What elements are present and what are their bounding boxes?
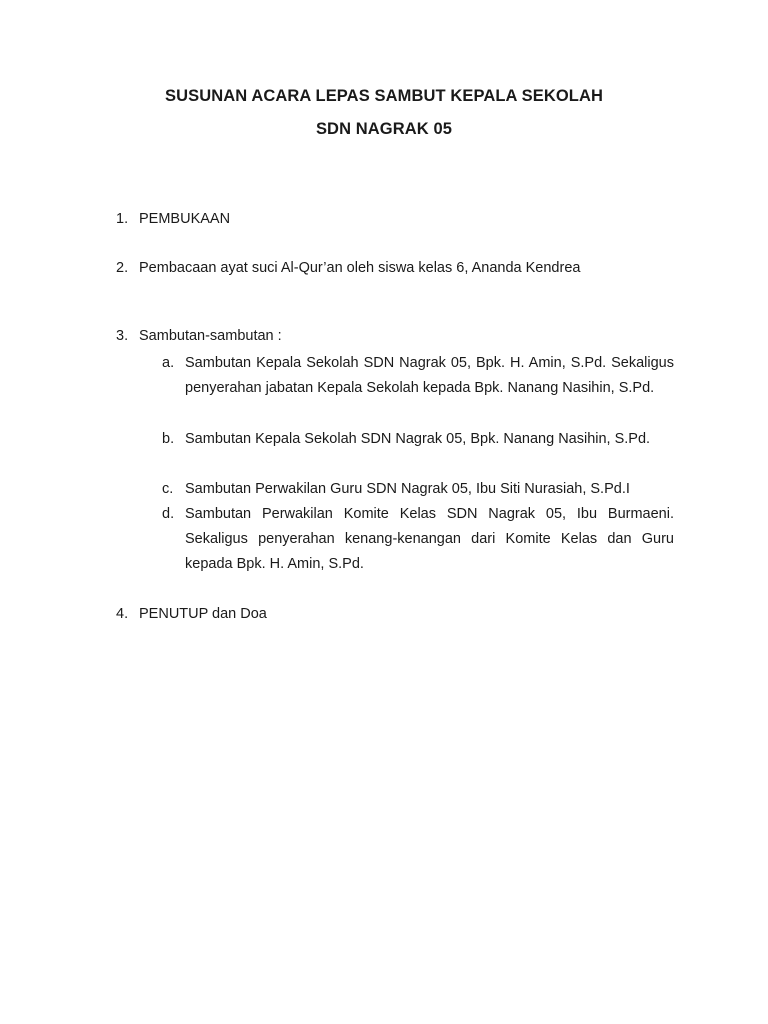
agenda-item-text: PEMBUKAAN	[139, 211, 231, 227]
agenda-item-text: Pembacaan ayat suci Al-Qur’an oleh siswa kelas 6, Ananda Kendrea	[139, 260, 581, 276]
agenda-item-number: 2.	[116, 260, 129, 276]
agenda-subitem-letter: c.	[162, 481, 174, 497]
agenda-subitem-letter: a.	[162, 355, 175, 371]
agenda-subitem-letter: b.	[162, 431, 175, 447]
agenda-subitem-text: Sambutan Kepala Sekolah SDN Nagrak 05, Bpk. Nanang Nasihin, S.Pd.	[185, 431, 651, 447]
agenda-subitem-text: Sambutan Kepala Sekolah SDN Nagrak 05, Bpk. H. Amin, S.Pd. Sekaligus penyerahan jabatan Kepala Sekolah kepada Bpk. Nanang Nasihin, S.Pd.	[185, 355, 674, 396]
agenda-item-text: PENUTUP dan Doa	[139, 606, 267, 622]
agenda-item-text: Sambutan-sambutan :	[139, 328, 282, 344]
agenda-subitem-letter: d.	[162, 506, 175, 522]
agenda-item-number: 1.	[116, 211, 129, 227]
agenda-subitem-text: Sambutan Perwakilan Komite Kelas SDN Nagrak 05, Ibu Burmaeni. Sekaligus penyerahan kenang-kenangan dari Komite Kelas dan Guru kepada Bpk. H. Amin, S.Pd.	[185, 506, 674, 572]
document-title: SUSUNAN ACARA LEPAS SAMBUT KEPALA SEKOLAH	[165, 87, 603, 105]
agenda-item-number: 3.	[116, 328, 129, 344]
agenda-subitem-text: Sambutan Perwakilan Guru SDN Nagrak 05, Ibu Siti Nurasiah, S.Pd.I	[185, 481, 630, 497]
document-subtitle: SDN NAGRAK 05	[315, 120, 453, 138]
agenda-item-number: 4.	[116, 606, 129, 622]
